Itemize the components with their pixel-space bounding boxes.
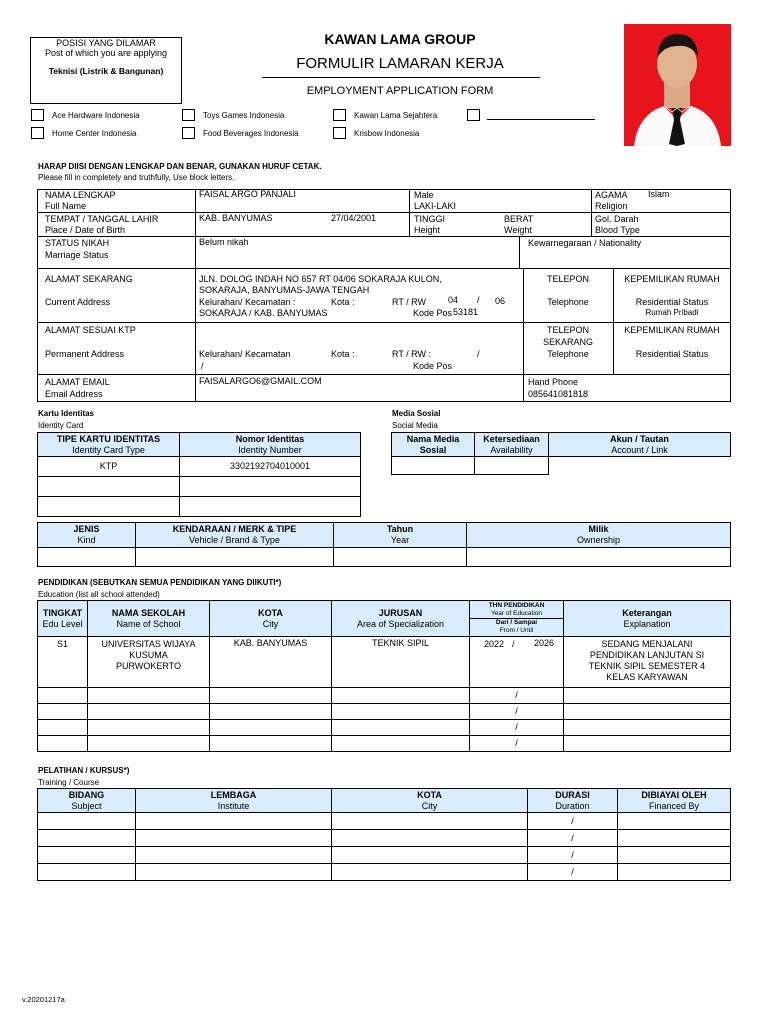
vehicle-ownership-header: Milik Ownership (467, 523, 731, 548)
training-title: PELATIHAN / KURSUS*) (38, 766, 130, 775)
table-cell[interactable] (210, 736, 332, 752)
edu-note-value[interactable]: SEDANG MENJALANI PENDIDIKAN LANJUTAN SI TEKNIK SIPIL SEMESTER 4 KELAS KARYAWAN (564, 637, 731, 688)
position-value[interactable]: Teknisi (Listrik & Bangunan) (48, 66, 164, 76)
checkbox-ace-hardware[interactable] (31, 109, 44, 121)
table-row (38, 704, 731, 720)
table-cell[interactable] (38, 847, 136, 864)
form-subtitle: EMPLOYMENT APPLICATION FORM (306, 85, 494, 97)
vehicle-year-header: Tahun Year (334, 523, 467, 548)
training-institute-header: LEMBAGA Institute (136, 789, 332, 813)
table-row (38, 720, 731, 736)
id-card-number-header: Nomor Identitas Identity Number (180, 433, 361, 457)
education-subtitle: Education (list all school attended) (38, 590, 160, 599)
row-divider (37, 322, 731, 323)
social-media-table (391, 432, 731, 475)
table-cell[interactable] (618, 847, 731, 864)
birth-date-value[interactable]: 27/04/2001 (331, 213, 377, 223)
table-cell[interactable] (136, 864, 332, 881)
current-address-line2[interactable]: SOKARAJA, BANYUMAS-JAWA TENGAH (199, 285, 370, 295)
id-card-type-header: TIPE KARTU IDENTITAS Identity Card Type (38, 433, 180, 457)
applicant-photo (624, 24, 731, 146)
table-cell[interactable] (38, 720, 88, 736)
current-address-label-id: ALAMAT SEKARANG (45, 274, 133, 284)
table-cell[interactable] (332, 813, 528, 830)
col-divider (591, 189, 592, 236)
vehicle-table (37, 522, 731, 567)
vehicle-kind-header: JENIS Kind (38, 523, 136, 548)
table-cell[interactable] (467, 548, 731, 567)
gender-value-id[interactable]: LAKI-LAKI (414, 201, 457, 211)
form-title: FORMULIR LAMARAN KERJA (296, 55, 504, 72)
email-value[interactable]: FAISALARGO6@GMAIL.COM (199, 376, 322, 386)
full-name-value[interactable]: FAISAL ARGO PANJALI (199, 189, 297, 199)
id-card-title: Kartu Identitas (38, 409, 95, 418)
table-cell[interactable]: / (528, 864, 618, 881)
height-label-en: Height (414, 225, 441, 235)
row-divider (37, 212, 731, 213)
phone2-label-mid: SEKARANG (542, 337, 593, 347)
rt-rw-separator: / (201, 361, 204, 371)
table-cell[interactable]: / (528, 847, 618, 864)
current-address-line1[interactable]: JLN. DOLOG INDAH NO 657 RT 04/06 SOKARAJA KULON, (199, 274, 442, 284)
kelurahan-label: Kelurahan/ Kecamatan : (199, 297, 296, 307)
table-cell[interactable] (38, 688, 88, 704)
table-row (38, 637, 731, 688)
kodepos-label: Kode Pos (413, 361, 453, 371)
rtrw-label: RT / RW (392, 297, 427, 307)
table-cell[interactable] (88, 688, 210, 704)
table-cell[interactable] (564, 688, 731, 704)
table-cell[interactable] (564, 704, 731, 720)
height-label-id: TINGGI (414, 214, 445, 224)
table-cell[interactable] (136, 813, 332, 830)
col-divider (409, 189, 410, 236)
birth-label-id: TEMPAT / TANGGAL LAHIR (45, 214, 159, 224)
rtrw-label: RT / RW : (392, 349, 432, 359)
edu-city-value[interactable]: KAB. BANYUMAS (210, 637, 332, 688)
rt-rw-separator: / (477, 349, 480, 359)
handphone-label: Hand Phone (528, 377, 579, 387)
table-cell[interactable] (88, 704, 210, 720)
table-cell[interactable]: / (528, 830, 618, 847)
col-divider (195, 189, 196, 402)
table-cell[interactable] (210, 720, 332, 736)
house-label-id: KEPEMILIKAN RUMAH (624, 274, 720, 284)
social-name-header: Nama Media Sosial (392, 433, 475, 457)
table-cell[interactable] (332, 720, 470, 736)
company-name: KAWAN LAMA GROUP (324, 31, 476, 47)
table-cell[interactable] (332, 864, 528, 881)
table-cell[interactable]: / (470, 688, 564, 704)
table-cell[interactable] (475, 457, 549, 475)
training-subject-header: BIDANG Subject (38, 789, 136, 813)
checkbox-krisbow[interactable] (333, 127, 346, 139)
social-availability-header: Ketersediaan Availability (475, 433, 549, 457)
education-table (37, 600, 731, 752)
row-divider (37, 236, 731, 237)
position-label-en: Post of which you are applying (44, 48, 168, 58)
row-divider (37, 374, 731, 375)
row-divider (37, 268, 731, 269)
checkbox-kawan-lama-sejahtera[interactable] (333, 109, 346, 121)
religion-value[interactable]: Islam (648, 189, 670, 199)
weight-label-en: Weight (504, 225, 532, 235)
social-subtitle: Social Media (392, 421, 438, 430)
table-cell[interactable] (618, 830, 731, 847)
company-label: Home Center Indonesia (52, 129, 137, 138)
table-cell[interactable] (618, 813, 731, 830)
handphone-value[interactable]: 085641081818 (528, 389, 589, 399)
edu-city-header: KOTA City (210, 601, 332, 637)
edu-school-value[interactable]: UNIVERSITAS WIJAYA KUSUMA PURWOKERTO (88, 637, 210, 688)
edu-year-value[interactable]: 2022 / 2026 (470, 637, 564, 688)
table-cell[interactable] (210, 704, 332, 720)
vehicle-brand-header: KENDARAAN / MERK & TIPE Vehicle / Brand & Type (136, 523, 334, 548)
table-cell[interactable] (180, 497, 361, 517)
blood-label-en: Blood Type (595, 225, 640, 235)
ktp-address-label-en: Permanent Address (45, 349, 125, 359)
table-cell[interactable] (38, 830, 136, 847)
kodepos-value[interactable]: 53181 (453, 307, 479, 317)
weight-label-id: BERAT (504, 214, 534, 224)
training-table (37, 788, 731, 881)
gender-value[interactable]: Male (414, 190, 434, 200)
rt-value[interactable]: 04 (448, 295, 459, 305)
table-cell[interactable] (38, 548, 136, 567)
table-cell[interactable] (38, 813, 136, 830)
email-label-en: Email Address (45, 389, 103, 399)
table-cell[interactable] (332, 688, 470, 704)
company-label: Kawan Lama Sejahtera (354, 111, 438, 120)
birth-label-en: Place / Date of Birth (45, 225, 126, 235)
education-title: PENDIDIKAN (SEBUTKAN SEMUA PENDIDIKAN YANG DIIKUTI*) (38, 578, 282, 587)
phone-label-en: Telephone (547, 297, 589, 307)
house2-label-en: Residential Status (635, 349, 709, 359)
position-label-id: POSISI YANG DILAMAR (56, 38, 156, 48)
rw-value[interactable]: 06 (495, 296, 506, 306)
social-account-header: Akun / Tautan Account / Link (549, 433, 731, 457)
kota-label: Kota : (331, 349, 355, 359)
company-label: Krisbow Indonesia (354, 129, 420, 138)
nationality-label: Kewarnegaraan / Nationality (528, 238, 642, 248)
table-cell[interactable] (332, 847, 528, 864)
table-cell[interactable] (38, 704, 88, 720)
table-cell[interactable] (618, 864, 731, 881)
current-address-line3[interactable]: SOKARAJA / KAB. BANYUMAS (199, 308, 328, 318)
checkbox-home-center[interactable] (31, 127, 44, 139)
rt-rw-separator: / (477, 295, 480, 305)
phone2-label-id: TELEPON (546, 325, 589, 335)
table-cell[interactable]: / (528, 813, 618, 830)
table-cell[interactable]: / (470, 704, 564, 720)
table-row (38, 688, 731, 704)
table-cell[interactable]: / (470, 720, 564, 736)
edu-major-value[interactable]: TEKNIK SIPIL (332, 637, 470, 688)
kelurahan-label: Kelurahan/ Kecamatan (199, 349, 291, 359)
phone2-label-en: Telephone (547, 349, 589, 359)
id-card-subtitle: Identity Card (38, 421, 84, 430)
social-title: Media Sosial (392, 409, 441, 418)
table-cell[interactable] (136, 847, 332, 864)
marital-label-id: STATUS NIKAH (45, 238, 110, 248)
edu-level-value[interactable]: S1 (38, 637, 88, 688)
kota-label: Kota : (331, 297, 355, 307)
table-cell[interactable] (332, 736, 470, 752)
birth-place-value[interactable]: KAB. BANYUMAS (199, 213, 273, 223)
table-cell (549, 457, 731, 475)
table-cell[interactable] (392, 457, 475, 475)
checkbox-other[interactable] (467, 109, 480, 121)
table-cell[interactable] (332, 830, 528, 847)
edu-school-header: NAMA SEKOLAH Name of School (88, 601, 210, 637)
edu-explanation-header: Keterangan Explanation (564, 601, 731, 637)
table-row (38, 813, 731, 830)
table-cell[interactable] (564, 736, 731, 752)
checkbox-toys-games[interactable] (182, 109, 195, 121)
version-label: v.20201217a (22, 995, 65, 1004)
table-cell[interactable] (210, 688, 332, 704)
table-cell[interactable] (88, 736, 210, 752)
phone-label-id: TELEPON (546, 274, 589, 284)
instructions-id: HARAP DIISI DENGAN LENGKAP DAN BENAR, GUNAKAN HURUF CETAK. (38, 162, 322, 171)
house-status-value[interactable]: Rumah Pribadi (645, 308, 699, 317)
ktp-address-label-id: ALAMAT SESUAI KTP (45, 325, 136, 335)
table-cell[interactable] (564, 720, 731, 736)
training-duration-header: DURASI Duration (528, 789, 618, 813)
company-label: Toys Games Indonesia (203, 111, 285, 120)
blood-label-id: Gol. Darah (595, 214, 639, 224)
religion-label-id: AGAMA (595, 190, 628, 200)
house-label-en: Residential Status (635, 297, 709, 307)
table-cell[interactable] (38, 864, 136, 881)
id-card-table (37, 432, 361, 517)
table-row (38, 847, 731, 864)
checkbox-food-beverages[interactable] (182, 127, 195, 139)
table-cell[interactable]: / (470, 736, 564, 752)
table-cell[interactable] (136, 830, 332, 847)
table-cell[interactable] (334, 548, 467, 567)
other-company-line[interactable] (487, 119, 595, 120)
table-cell[interactable] (38, 497, 180, 517)
house2-label-id: KEPEMILIKAN RUMAH (624, 325, 720, 335)
id-card-number-value[interactable]: 3302192704010001 (180, 457, 361, 477)
company-label: Ace Hardware Indonesia (52, 111, 140, 120)
table-cell[interactable] (136, 548, 334, 567)
title-divider (262, 77, 540, 78)
kodepos-label: Kode Pos (413, 308, 453, 318)
current-address-label-en: Current Address (45, 297, 111, 307)
training-city-header: KOTA City (332, 789, 528, 813)
col-divider (519, 236, 520, 268)
marital-label-en: Marriage Status (45, 250, 109, 260)
table-cell[interactable] (38, 477, 180, 497)
table-cell[interactable] (38, 736, 88, 752)
id-card-type-value[interactable]: KTP (38, 457, 180, 477)
company-label: Food Beverages Indonesia (203, 129, 299, 138)
table-cell[interactable] (180, 477, 361, 497)
table-row (38, 864, 731, 881)
email-label-id: ALAMAT EMAIL (45, 377, 110, 387)
edu-level-header: TINGKAT Edu Level (38, 601, 88, 637)
table-row (38, 830, 731, 847)
table-cell[interactable] (88, 720, 210, 736)
table-row (38, 736, 731, 752)
religion-label-en: Religion (595, 201, 628, 211)
full-name-label-en: Full Name (45, 201, 87, 211)
training-subtitle: Training / Course (38, 778, 100, 787)
edu-major-header: JURUSAN Area of Specialization (332, 601, 470, 637)
edu-year-header: THN PENDIDIKAN Year of Education Dari / Sampai From / Until (470, 601, 564, 637)
training-financed-header: DIBIAYAI OLEH Financed By (618, 789, 731, 813)
marital-value[interactable]: Belum nikah (199, 237, 249, 247)
table-cell[interactable] (332, 704, 470, 720)
instructions-en: Please fill in completely and truthfully, Use block letters. (38, 173, 235, 182)
full-name-label-id: NAMA LENGKAP (45, 190, 116, 200)
